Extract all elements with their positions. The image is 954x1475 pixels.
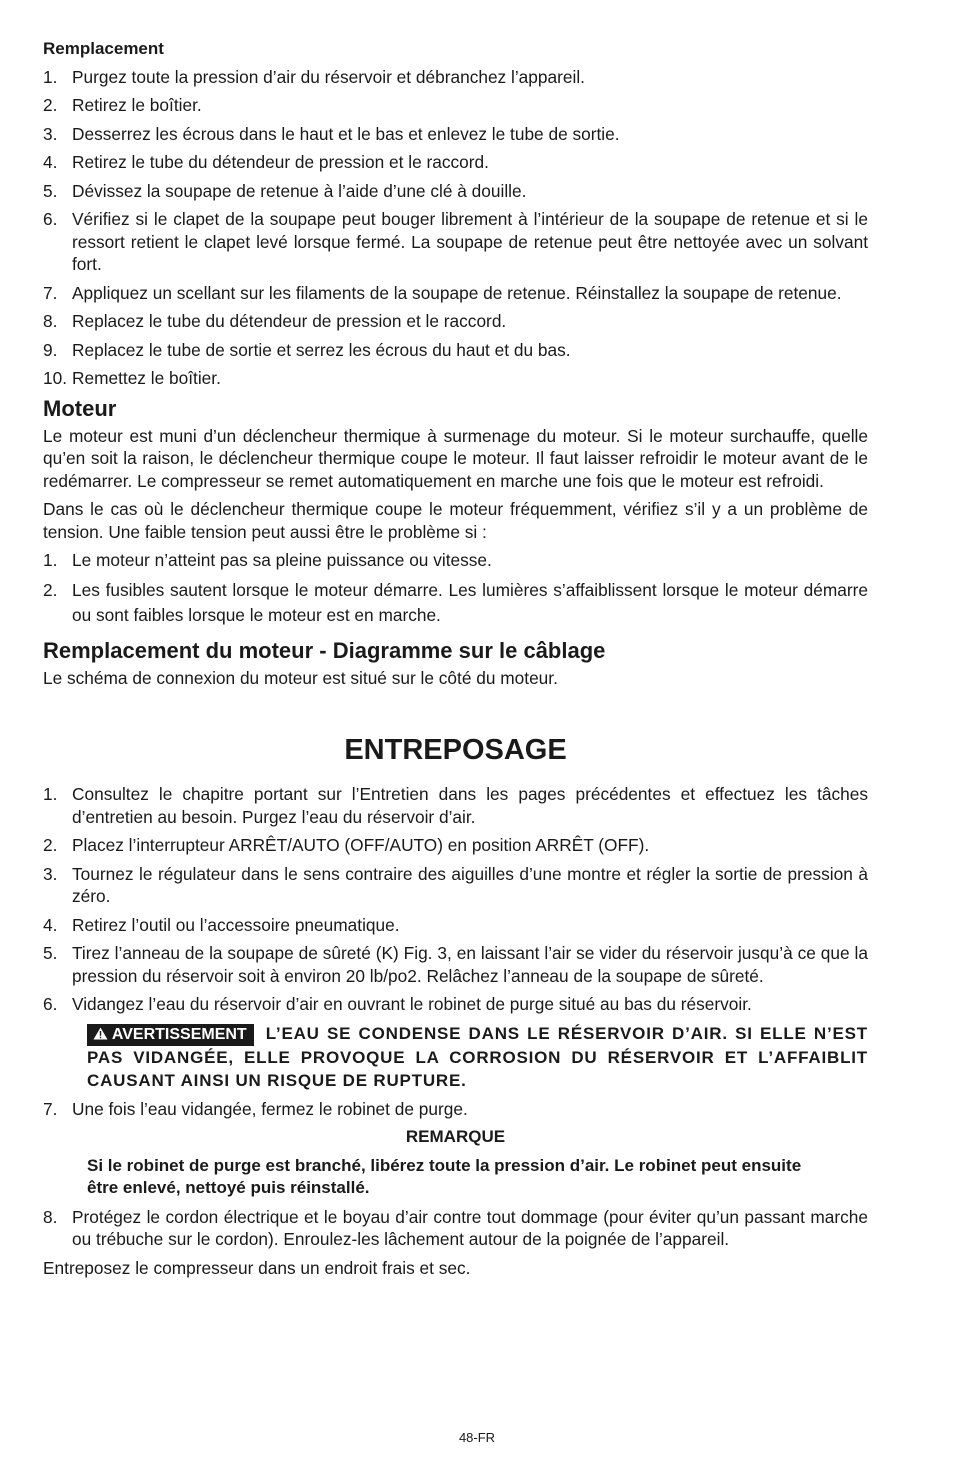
step-number: 2.	[43, 579, 58, 600]
list-item	[43, 180, 868, 203]
step-number: 8.	[43, 311, 58, 331]
step-text: Tirez l’anneau de la soupape de sûreté (K) Fig. 3, en laissant l’air se vider du réservoir jusqu’à ce que la pression du réservoir soit à environ 20 lb/po2. Relâchez l’anneau de la soupape de sûreté.	[72, 943, 868, 986]
step-text: Purgez toute la pression d’air du réservoir et débranchez l’appareil.	[72, 66, 585, 87]
step-number: 1.	[43, 550, 58, 570]
warning-triangle-icon	[93, 1024, 108, 1046]
list-item	[43, 1098, 868, 1121]
step-text: Dévissez la soupape de retenue à l’aide d’une clé à douille.	[72, 180, 527, 201]
step-number: 1.	[43, 784, 58, 804]
step-number: 7.	[43, 282, 58, 303]
list-item	[43, 123, 868, 146]
step-text: Replacez le tube du détendeur de pression et le raccord.	[72, 311, 507, 331]
storage-steps	[43, 783, 868, 1016]
motor-symptom-list	[43, 549, 868, 628]
step-text: Remettez le boîtier.	[72, 368, 221, 388]
step-text: Replacez le tube de sortie et serrez les écrous du haut et du bas.	[72, 339, 571, 360]
step-number: 6.	[43, 994, 58, 1014]
step-text: Consultez le chapitre portant sur l’Entretien dans les pages précédentes et effectuez les tâches d’entretien au besoin. Purgez l’eau du réservoir d’air.	[72, 784, 868, 827]
step-text: Retirez l’outil ou l’accessoire pneumatique.	[72, 914, 400, 935]
storage-heading: ENTREPOSAGE	[344, 734, 567, 766]
motor-heading: Moteur	[43, 395, 117, 421]
step-number: 3.	[43, 123, 58, 144]
warning-text: L’EAU SE CONDENSE DANS LE RÉSERVOIR D’AIR. SI ELLE N’EST PAS VIDANGÉE, ELLE PROVOQUE LA CORROSION DU RÉSERVOIR ET L’AFFAIBLIT CAUSANT AINSI UN RISQUE DE RUPTURE.	[87, 1023, 868, 1090]
list-item	[43, 549, 868, 572]
step-text: Le moteur n’atteint pas sa pleine puissance ou vitesse.	[72, 550, 492, 570]
list-item	[43, 66, 868, 89]
wiring-heading: Remplacement du moteur - Diagramme sur le câblage	[43, 637, 606, 663]
list-item	[43, 834, 868, 857]
step-number: 9.	[43, 339, 58, 360]
list-item	[43, 993, 868, 1016]
warning-badge-label: AVERTISSEMENT	[111, 1025, 247, 1043]
motor-voltage-paragraph: Dans le cas où le déclencheur thermique coupe le moteur fréquemment, vérifiez s’il y a un problème de tension. Une faible tension peut aussi être le problème si :	[43, 499, 868, 542]
step-text: Vidangez l’eau du réservoir d’air en ouvrant le robinet de purge situé au bas du réservoir.	[72, 994, 752, 1014]
list-item	[43, 1206, 868, 1251]
list-item	[43, 282, 868, 305]
step-text: Vérifiez si le clapet de la soupape peut bouger librement à l’intérieur de la soupape de retenue et si le ressort retient le clapet levé lorsque fermé. La soupape de retenue peut être nettoyée avec un solvant fort.	[72, 209, 868, 274]
step-number: 3.	[43, 863, 58, 884]
note-text: Si le robinet de purge est branché, libérez toute la pression d’air. Le robinet peut ensuite être enlevé, nettoyé puis réinstallé.	[87, 1155, 802, 1197]
step-number: 10.	[43, 368, 68, 388]
step-text: Retirez le boîtier.	[72, 95, 202, 115]
list-item	[43, 367, 868, 390]
list-item	[43, 208, 868, 276]
page-number: 48-FR	[458, 1430, 496, 1445]
storage-closing: Entreposez le compresseur dans un endroit frais et sec.	[43, 1257, 471, 1278]
step-text: Les fusibles sautent lorsque le moteur démarre. Les lumières s’affaiblissent lorsque le moteur démarre ou sont faibles lorsque le moteur est en marche.	[72, 579, 868, 625]
step-text: Placez l’interrupteur ARRÊT/AUTO (OFF/AUTO) en position ARRÊT (OFF).	[72, 835, 650, 855]
warning-block	[87, 1022, 868, 1092]
step-number: 1.	[43, 66, 58, 87]
list-item	[43, 94, 868, 117]
motor-paragraph: Le moteur est muni d’un déclencheur thermique à surmenage du moteur. Si le moteur surchauffe, quelle qu’en soit la raison, le déclencheur thermique coupe le moteur. Il faut laisser refroidir le moteur avant de le redémarrer. Le compresseur se remet automatiquement en marche une fois que le moteur est refroidi.	[43, 425, 868, 491]
step-text: Desserrez les écrous dans le haut et le bas et enlevez le tube de sortie.	[72, 123, 620, 144]
list-item	[43, 151, 868, 174]
step-number: 8.	[43, 1206, 58, 1227]
note-title: REMARQUE	[405, 1127, 506, 1146]
replacement-heading: Remplacement	[43, 39, 164, 58]
manual-page	[43, 38, 868, 1285]
step-number: 5.	[43, 943, 58, 963]
step-number: 7.	[43, 1098, 58, 1119]
list-item	[43, 578, 868, 628]
step-number: 6.	[43, 209, 58, 229]
list-item	[43, 339, 868, 362]
step-number: 5.	[43, 180, 58, 201]
list-item	[43, 310, 868, 333]
warning-badge	[87, 1024, 254, 1046]
step-number: 4.	[43, 152, 58, 172]
step-number: 2.	[43, 835, 58, 855]
step-number: 4.	[43, 914, 58, 935]
step-text: Appliquez un scellant sur les filaments de la soupape de retenue. Réinstallez la soupape de retenue.	[72, 282, 842, 303]
wiring-paragraph: Le schéma de connexion du moteur est situé sur le côté du moteur.	[43, 667, 558, 688]
step-number: 2.	[43, 95, 58, 115]
storage-step-7	[43, 1098, 868, 1121]
list-item	[43, 863, 868, 908]
list-item	[43, 914, 868, 937]
storage-step-8	[43, 1206, 868, 1251]
step-text: Retirez le tube du détendeur de pression et le raccord.	[72, 152, 489, 172]
replacement-steps	[43, 66, 868, 390]
step-text: Protégez le cordon électrique et le boyau d’air contre tout dommage (pour éviter qu’un passant marche ou trébuche sur le cordon). Enroulez-les lâchement autour de la poignée de l’appareil.	[72, 1206, 868, 1249]
step-text: Tournez le régulateur dans le sens contraire des aiguilles d’une montre et régler la sortie de pression à zéro.	[72, 863, 868, 906]
list-item	[43, 783, 868, 828]
step-text: Une fois l’eau vidangée, fermez le robinet de purge.	[72, 1098, 468, 1119]
list-item	[43, 942, 868, 987]
